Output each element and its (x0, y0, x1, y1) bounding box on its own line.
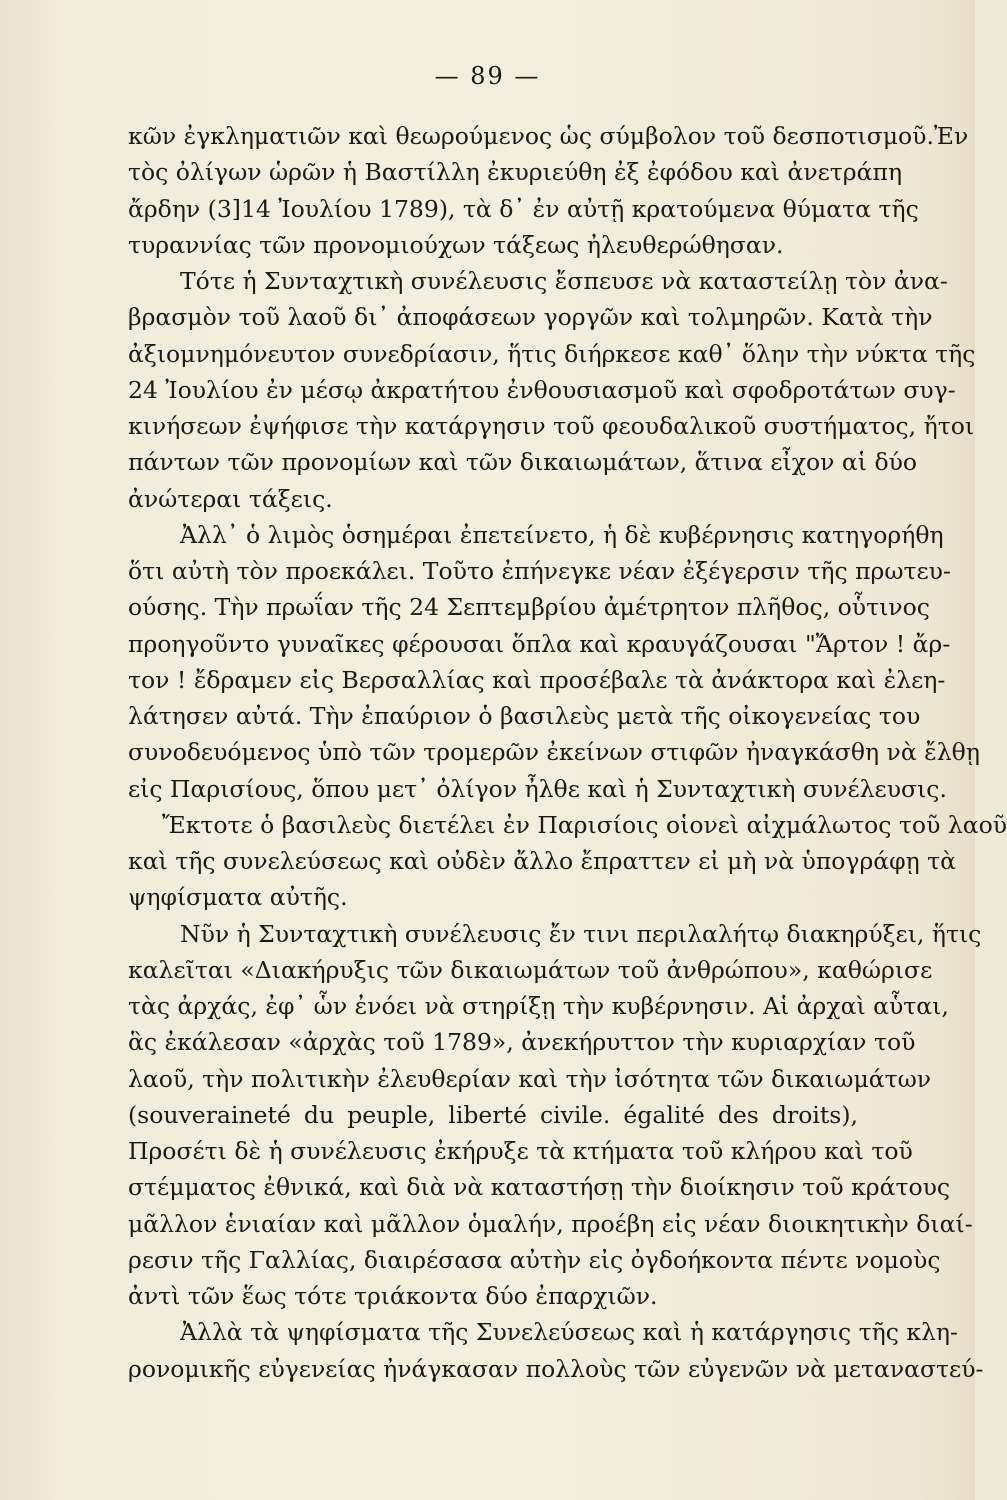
text-line: (souveraineté du peuple, liberté civile. égalité des droits), (128, 1100, 858, 1129)
paragraph-start-line: Νῦν ἡ Συνταχτικὴ συνέλευσις ἔν τινι περιλαλήτῳ διακηρύξει, ἥτις (180, 919, 982, 948)
text-line: καλεῖται «Διακήρυξις τῶν δικαιωμάτων τοῦ ἀνθρώπου», καθώρισε (128, 955, 933, 984)
text-line: 24 Ἰουλίου ἐν μέσῳ ἀκρατήτου ἐνθουσιασμοῦ καὶ σφοδροτάτων συγ- (128, 375, 956, 404)
text-line: μᾶλλον ἑνιαίαν καὶ μᾶλλον ὁμαλήν, προέβη εἰς νέαν διοικητικὴν διαί- (128, 1209, 973, 1238)
paragraph-start-line: Ἔκτοτε ὁ βασιλεὺς διετέλει ἐν Παρισίοις οἱονεὶ αἰχμάλωτος τοῦ λαοῦ (162, 810, 1007, 839)
text-line: πάντων τῶν προνομίων καὶ τῶν δικαιωμάτων, ἅτινα εἶχον αἱ δύο (128, 448, 918, 477)
text-line: τὸς ὀλίγων ὡρῶν ἡ Βαστίλλη ἐκυριεύθη ἐξ ἐφόδου καὶ ἀνετράπη (128, 158, 903, 187)
text-line: ἄρδην (3]14 Ἰουλίου 1789), τὰ δ᾽ ἐν αὐτῇ κρατούμενα θύματα τῆς (128, 194, 919, 223)
text-line: τον ! ἔδραμεν εἰς Βερσαλλίας καὶ προσέβαλε τὰ ἀνάκτορα καὶ ἐλεη- (128, 665, 946, 694)
paragraph-start-line: Ἀλλ᾽ ὁ λιμὸς ὁσημέραι ἐπετείνετο, ἡ δὲ κυβέρνησις κατηγορήθη (180, 520, 944, 549)
text-line: κῶν ἐγκληματιῶν καὶ θεωρούμενος ὡς σύμβολον τοῦ δεσποτισμοῦ.Ἐν (128, 122, 969, 150)
text-line: ἀντὶ τῶν ἕως τότε τριάκοντα δύο ἐπαρχιῶν. (128, 1282, 658, 1310)
text-line: εἰς Παρισίους, ὅπου μετ᾽ ὀλίγον ἦλθε καὶ ἡ Συνταχτικὴ συνέλευσις. (128, 774, 947, 803)
text-line: ρονομικῆς εὐγενείας ἠνάγκασαν πολλοὺς τῶν εὐγενῶν νὰ μεταναστεύ- (128, 1354, 984, 1383)
text-line: προηγοῦντο γυναῖκες φέρουσαι ὅπλα καὶ κραυγάζουσαι "Ἄρτον ! ἄρ- (128, 629, 951, 658)
text-line: στέμματος ἐθνικά, καὶ διὰ νὰ καταστήσῃ τὴν διοίκησιν τοῦ κράτους (128, 1173, 951, 1202)
text-line: τυραννίας τῶν προνομιούχων τάξεως ἠλευθερώθησαν. (128, 230, 784, 259)
text-line: ἀνώτεραι τάξεις. (128, 484, 333, 513)
text-line: λάτησεν αὐτά. Τὴν ἐπαύριον ὁ βασιλεὺς μετὰ τῆς οἰκογενείας του (128, 702, 921, 730)
page-number: — 89 — (434, 62, 541, 90)
paragraph-start-line: Ἀλλὰ τὰ ψηφίσματα τῆς Συνελεύσεως καὶ ἡ κατάργησις τῆς κλη- (180, 1318, 958, 1347)
text-line: τὰς ἀρχάς, ἐφ᾽ ὧν ἐνόει νὰ στηρίξῃ τὴν κυβέρνησιν. Αἱ ἀρχαὶ αὗται, (128, 992, 949, 1020)
text-line: ἃς ἐκάλεσαν «ἀρχὰς τοῦ 1789», ἀνεκήρυττον τὴν κυριαρχίαν τοῦ (128, 1028, 916, 1057)
text-line: καὶ τῆς συνελεύσεως καὶ οὐδὲν ἄλλο ἔπραττεν εἰ μὴ νὰ ὑπογράφῃ τὰ (128, 847, 957, 875)
body-text (128, 118, 1007, 1387)
text-line: συνοδευόμενος ὑπὸ τῶν τρομερῶν ἐκείνων στιφῶν ἠναγκάσθη νὰ ἔλθῃ (128, 738, 980, 767)
text-line: ρεσιν τῆς Γαλλίας, διαιρέσασα αὐτὴν εἰς ὀγδοήκοντα πέντε νομοὺς (128, 1245, 941, 1274)
text-line: ὅτι αὐτὴ τὸν προεκάλει. Τοῦτο ἐπήνεγκε νέαν ἐξέγερσιν τῆς πρωτευ- (128, 557, 951, 585)
text-line: κινήσεων ἐψήφισε τὴν κατάργησιν τοῦ φεουδαλικοῦ συστήματος, ἤτοι (128, 412, 975, 440)
text-line: ούσης. Τὴν πρωΐαν τῆς 24 Σεπτεμβρίου ἀμέτρητον πλῆθος, οὗτινος (128, 593, 930, 622)
text-line: βρασμὸν τοῦ λαοῦ δι᾽ ἀποφάσεων γοργῶν καὶ τολμηρῶν. Κατὰ τὴν (128, 303, 933, 332)
paragraph-start-line: Τότε ἡ Συνταχτικὴ συνέλευσις ἔσπευσε νὰ καταστείλῃ τὸν ἀνα- (180, 267, 948, 295)
text-line: Προσέτι δὲ ἡ συνέλευσις ἐκήρυξε τὰ κτήματα τοῦ κλήρου καὶ τοῦ (128, 1137, 913, 1165)
text-line: ψηφίσματα αὐτῆς. (128, 883, 348, 912)
text-line: ἀξιομνημόνευτον συνεδρίασιν, ἥτις διήρκεσε καθ᾽ ὅλην τὴν νύκτα τῆς (128, 339, 976, 368)
text-line: λαοῦ, τὴν πολιτικὴν ἐλευθερίαν καὶ τὴν ἰσότητα τῶν δικαιωμάτων (128, 1064, 932, 1093)
